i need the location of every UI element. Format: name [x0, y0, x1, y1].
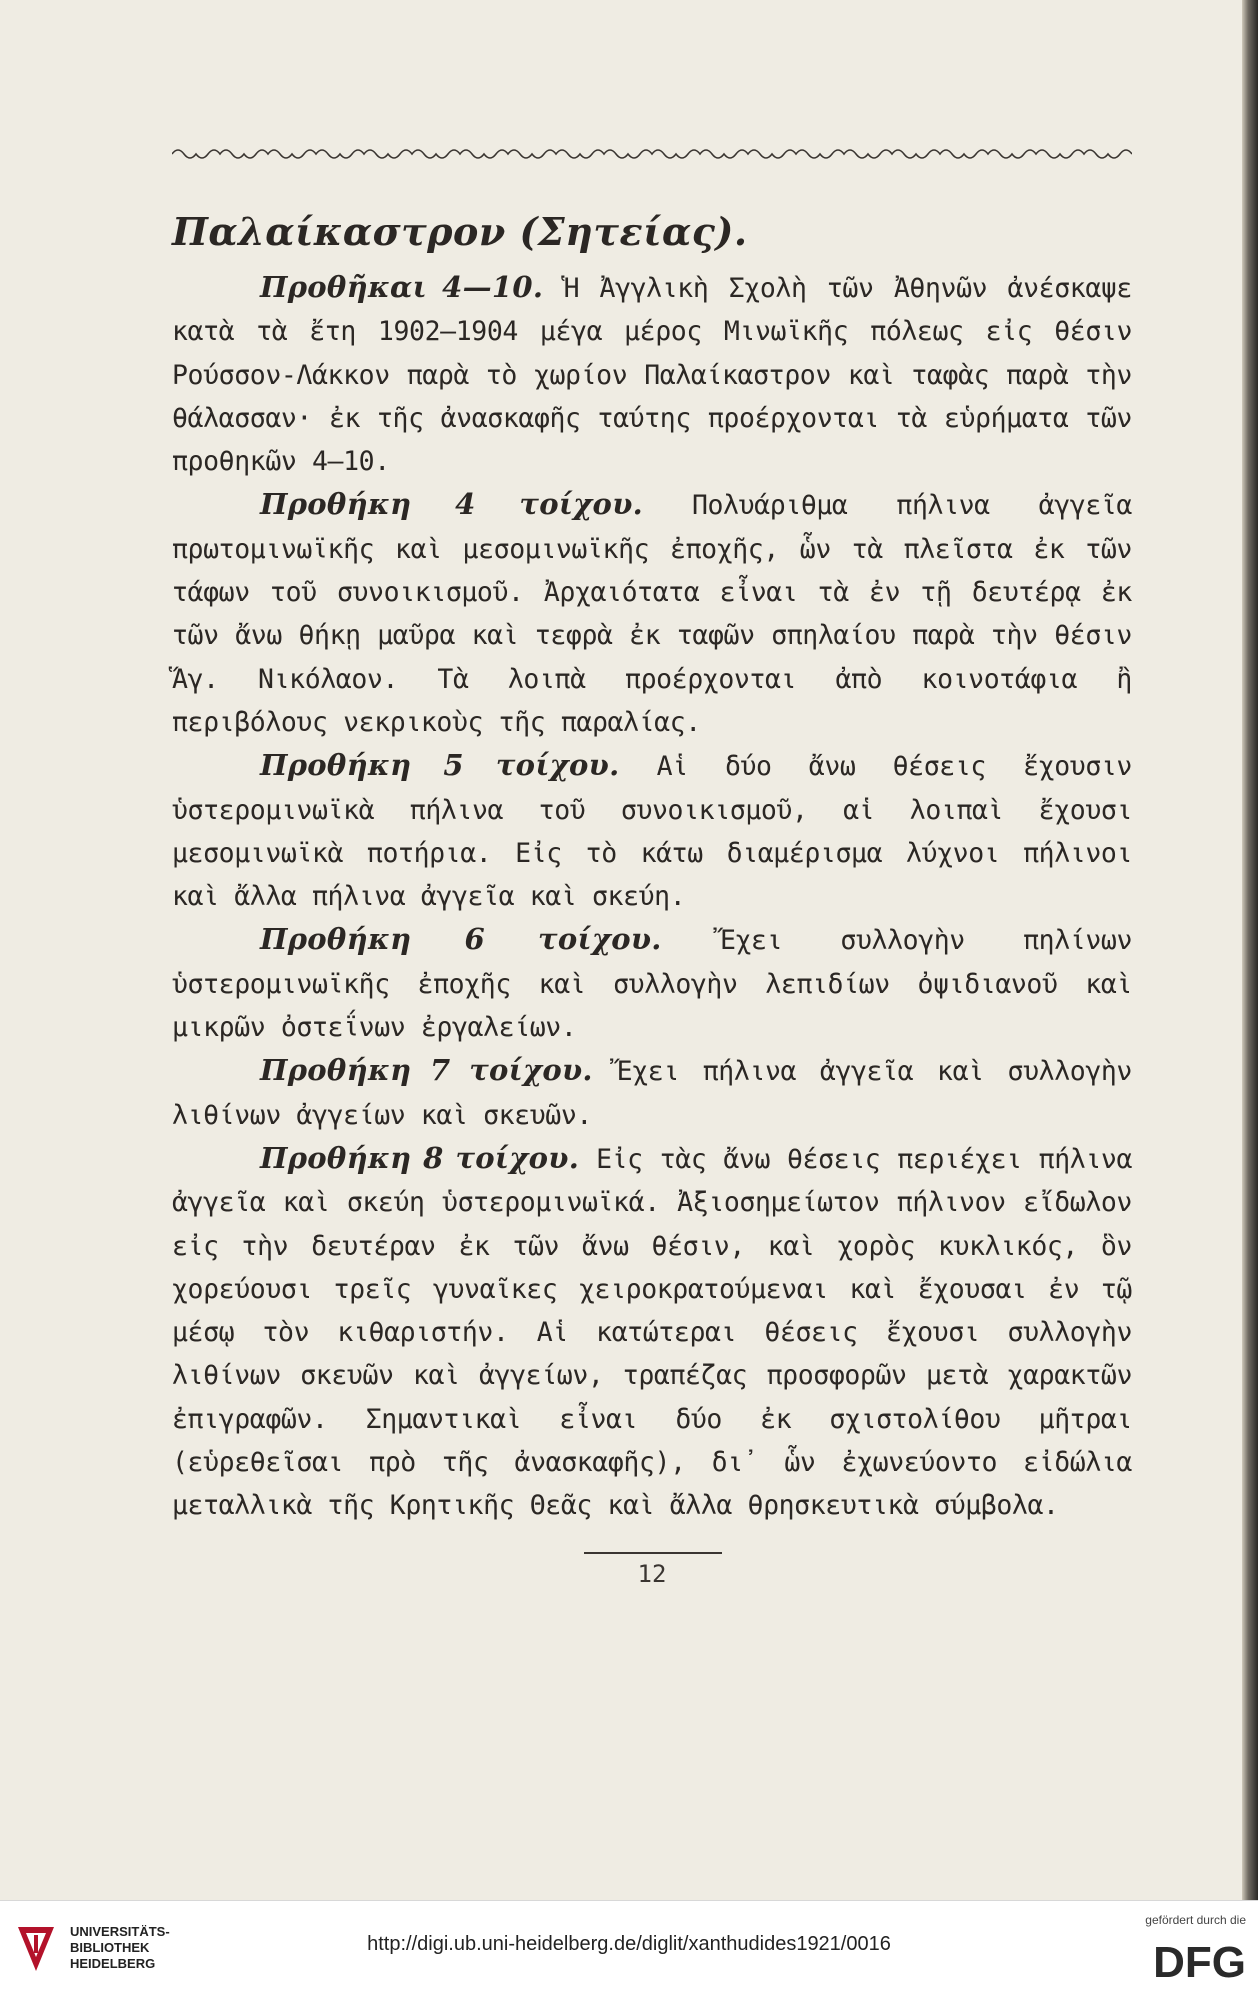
page-number-rule [584, 1552, 722, 1554]
paragraph-body: Εἰς τὰς ἄνω θέσεις περιέχει πήλινα ἀγγεῖα καὶ σκεύη ὑστερομινωϊκά. Ἀξιοσημείωτον πήλινον εἴδωλον εἰς τὴν δευτέραν ἐκ τῶν ἄνω θέσιν, καὶ χορὸς κυκλικός, ὃν χορεύουσι τρεῖς γυναῖκες χειροκρατούμεναι καὶ ἔχουσαι ἐν τῷ μέσῳ τὸν κιθαριστήν. Αἱ κατώτεραι θέσεις ἔχουσι συλλογὴν λιθίνων σκευῶν καὶ ἀγγείων, τραπέζας προσφορῶν μετὰ χαρακτῶν ἐπιγραφῶν. Σημαντικαὶ εἶναι δύο ἐκ σχιστολίθου μῆτραι (εὑρεθεῖσαι πρὸ τῆς ἀνασκαφῆς), δι᾽ ὧν ἐχωνεύοντο εἰδώλια μεταλλικὰ τῆς Κρητικῆς Θεᾶς καὶ ἄλλα θρησκευτικὰ σύμβολα. [172, 1143, 1132, 1522]
paragraph-body: Αἱ δύο ἄνω θέσεις ἔχουσιν ὑστερομινωϊκὰ πήλινα τοῦ συνοικισμοῦ, αἱ λοιπαὶ ἔχουσι μεσομινωϊκὰ ποτήρια. Εἰς τὸ κάτω διαμέρισμα λύχνοι πήλινοι καὶ ἄλλα πήλινα ἀγγεῖα καὶ σκεύη. [172, 751, 1132, 913]
library-name-line: HEIDELBERG [70, 1956, 156, 1971]
paragraph-showcase-4 [172, 483, 1132, 744]
dfg-logo-text: DFG [1153, 1938, 1246, 1983]
paragraph-lead: Προθήκη 6 τοίχου. [260, 922, 662, 957]
paragraph-body: Ἔχει πήλινα ἀγγεῖα καὶ συλλογὴν λιθίνων ἀγγείων καὶ σκευῶν. [172, 1056, 1132, 1131]
paragraph-lead: Προθῆκαι 4—10. [260, 270, 544, 304]
paragraph-body: Ἡ Ἀγγλικὴ Σχολὴ τῶν Ἀθηνῶν ἀνέσκαψε κατὰ τὰ ἔτη 1902—1904 μέγα μέρος Μινωϊκῆς πόλεως εἰς θέσιν Ρούσσον-Λάκκον παρὰ τὸ χωρίον Παλαίκαστρον καὶ ταφὰς παρὰ τὴν θάλασσαν· ἐκ τῆς ἀνασκαφῆς ταύτης προέρχονται τὰ εὑρήματα τῶν προθηκῶν 4—10. [172, 273, 1132, 478]
funding-note: gefördert durch die [1145, 1913, 1246, 1927]
paragraph-body: Πολυάριθμα πήλινα ἀγγεῖα πρωτομινωϊκῆς καὶ μεσομινωϊκῆς ἐποχῆς, ὧν τὰ πλεῖστα ἐκ τῶν τάφων τοῦ συνοικισμοῦ. Ἀρχαιότατα εἶναι τὰ ἐν τῇ δευτέρᾳ ἐκ τῶν ἄνω θήκῃ μαῦρα καὶ τεφρὰ ἐκ ταφῶν σπηλαίου παρὰ τὴν θέσιν Ἅγ. Νικόλαον. Τὰ λοιπὰ προέρχονται ἀπὸ κοινοτάφια ἢ περιβόλους νεκρικοὺς τῆς παραλίας. [172, 490, 1132, 738]
page-number: 12 [637, 1559, 667, 1588]
paragraph-body: Ἔχει συλλογὴν πηλίνων ὑστερομινωϊκῆς ἐποχῆς καὶ συλλογὴν λεπιδίων ὀψιδιανοῦ καὶ μικρῶν ὀστεΐνων ἐργαλείων. [172, 925, 1132, 1044]
library-name-line: UNIVERSITÄTS- [70, 1924, 170, 1939]
permalink-url[interactable]: http://digi.ub.uni-heidelberg.de/diglit/xanthudides1921/0016 [367, 1933, 891, 1955]
paragraph-showcases-4-10 [172, 266, 1132, 483]
page-text-block [172, 140, 1132, 1588]
library-name-line: BIBLIOTHEK [70, 1940, 150, 1955]
paragraph-showcase-7 [172, 1049, 1132, 1137]
book-spine-shadow [1242, 0, 1258, 1900]
paragraph-showcase-8 [172, 1137, 1132, 1528]
paragraph-lead: Προθήκη 7 τοίχου. [260, 1053, 593, 1088]
wavy-ornament-divider [172, 140, 1132, 166]
paragraph-lead: Προθήκη 5 τοίχου. [260, 748, 620, 783]
paragraph-showcase-5 [172, 744, 1132, 918]
paragraph-lead: Προθήκη 4 τοίχου. [260, 487, 644, 522]
paragraph-showcase-6 [172, 918, 1132, 1049]
section-heading: Παλαίκαστρον (Σητείας). [172, 209, 748, 254]
dfg-logo-icon[interactable] [1122, 1937, 1246, 1983]
viewer-footer [0, 1900, 1258, 1997]
paragraph-lead: Προθήκη 8 τοίχου. [260, 1140, 580, 1175]
